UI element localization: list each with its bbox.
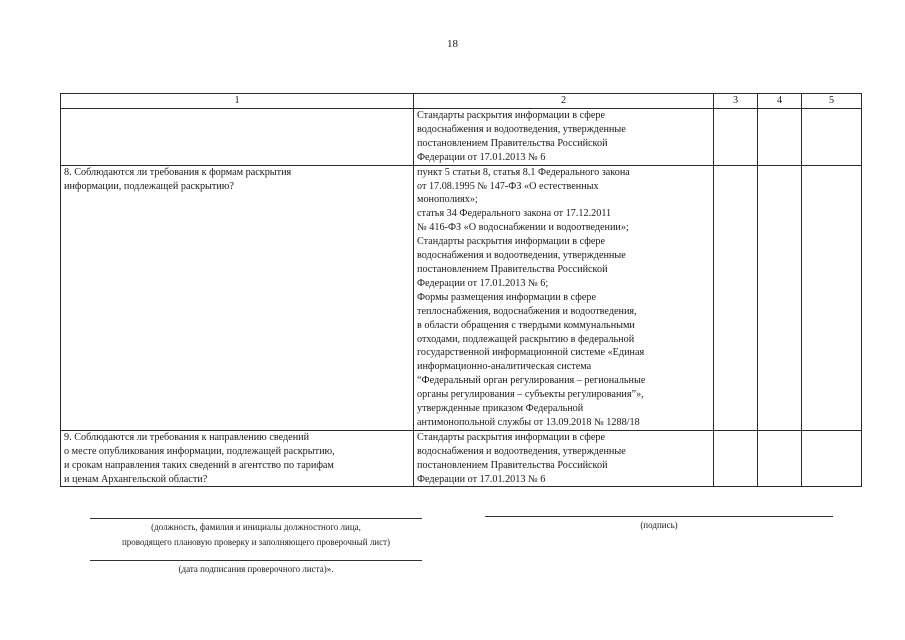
column-header-2: 2 <box>414 94 714 109</box>
position-caption: (должность, фамилия и инициалы должностного лица, проводящего плановую проверку и заполняющего проверочный лист) <box>121 522 391 547</box>
table-row <box>61 430 862 487</box>
basis-text: Стандарты раскрытия информации в сфере водоснабжения и водоотведения, утвержденные постановлением Правительства Российской Федерации от 17.01.2013 № 6 <box>417 431 626 485</box>
question-cell <box>61 430 414 487</box>
question-cell <box>61 165 414 430</box>
answer-cell-yes <box>714 430 758 487</box>
table-header-row <box>61 94 862 109</box>
date-signature-line <box>90 560 422 561</box>
answer-cell-no <box>758 109 802 166</box>
answer-cell-yes <box>714 109 758 166</box>
basis-cell <box>414 430 714 487</box>
answer-cell-no <box>758 430 802 487</box>
column-header-5: 5 <box>802 94 862 109</box>
question-cell <box>61 109 414 166</box>
basis-text: Стандарты раскрытия информации в сфере водоснабжения и водоотведения, утвержденные постановлением Правительства Российской Федерации от 17.01.2013 № 6 <box>417 110 626 163</box>
signature-line <box>485 516 833 517</box>
signature-caption: (подпись) <box>640 520 678 530</box>
basis-text: пункт 5 статьи 8, статья 8.1 Федерального закона от 17.08.1995 № 147-ФЗ «О естественных монополиях»; статья 34 Федерального закона от 17.12.2011 № 416-ФЗ «О водоснабжении и водоотведении»; Стандарты раскрытия информации в сфере водоснабжения и водоотведения, утвержденные постановлением Правительства Российской Федерации от 17.01.2013 № 6; Формы размещения информации в сфере теплоснабжения, водоснабжения и водоотведения, в области обращения с твердыми коммунальными отходами, подлежащей раскрытию в федеральной государственной информационной системе «Единая информационно-аналитическая система “Федеральный орган регулирования – региональные органы регулирования – субъекты регулирования”», утвержденные приказом Федеральной антимонопольной службы от 13.09.2018 № 1288/18 <box>417 166 646 428</box>
table-row <box>61 165 862 430</box>
column-header-4: 4 <box>758 94 802 109</box>
basis-cell <box>414 165 714 430</box>
column-header-1: 1 <box>61 94 414 109</box>
table-row <box>61 109 862 166</box>
question-text: 8. Соблюдаются ли требования к формам раскрытия информации, подлежащей раскрытию? <box>64 166 292 192</box>
answer-cell-note <box>802 430 862 487</box>
column-header-3: 3 <box>714 94 758 109</box>
question-text: 9. Соблюдаются ли требования к направлению сведений о месте опубликования информации, подлежащей раскрытию, и срокам направления таких сведений в агентство по тарифам и ценам Архангельской области? <box>64 431 335 485</box>
answer-cell-note <box>802 109 862 166</box>
answer-cell-no <box>758 165 802 430</box>
basis-cell <box>414 109 714 166</box>
answer-cell-yes <box>714 165 758 430</box>
page-number: 18 <box>447 38 458 50</box>
answer-cell-note <box>802 165 862 430</box>
checklist-table <box>60 93 862 487</box>
date-caption: (дата подписания проверочного листа)». <box>178 564 334 574</box>
position-signature-line <box>90 518 422 519</box>
